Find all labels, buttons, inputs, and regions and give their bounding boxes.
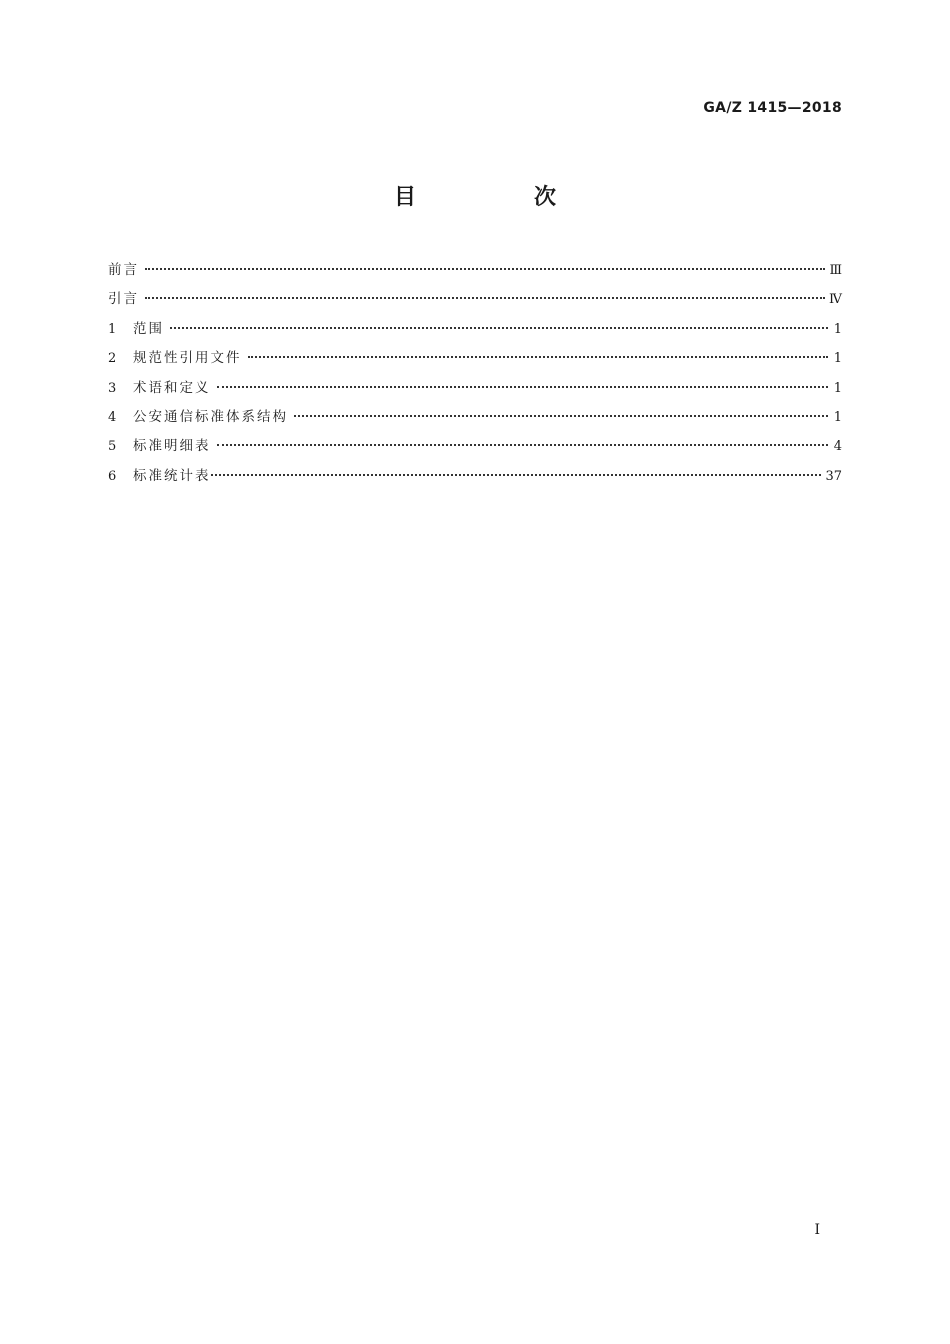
toc-entry-statistics-table[interactable] [108, 464, 842, 493]
toc-dot-leader [294, 401, 828, 417]
toc-dot-leader [170, 313, 828, 329]
toc-dot-leader [217, 372, 829, 388]
toc-entry-page: 1 [833, 321, 842, 337]
toc-entry-number: 2 [108, 351, 117, 367]
toc-entry-title: 公安通信标准体系结构 [133, 408, 288, 425]
table-of-contents [108, 258, 842, 493]
page-title: 目 次 [393, 185, 604, 210]
toc-entry-title: 范围 [133, 320, 164, 337]
toc-entry-page: Ⅳ [829, 292, 842, 308]
page-number: I [814, 1222, 820, 1238]
toc-entry-title: 规范性引用文件 [133, 350, 242, 367]
toc-dot-leader [211, 460, 822, 476]
toc-entry-title: 引言 [108, 291, 139, 308]
toc-entry-number: 1 [108, 321, 117, 337]
toc-entry-page: 37 [825, 468, 842, 484]
toc-entry-number: 4 [108, 409, 117, 425]
toc-entry-number: 5 [108, 439, 117, 455]
toc-dot-leader [145, 283, 825, 299]
toc-entry-number: 3 [108, 380, 117, 396]
toc-entry-title: 前言 [108, 262, 139, 278]
toc-dot-leader [248, 342, 829, 358]
toc-entry-page: 1 [833, 351, 842, 367]
toc-dot-leader [145, 254, 825, 270]
toc-entry-page: 1 [833, 409, 842, 425]
toc-entry-page: 1 [833, 380, 842, 396]
toc-entry-page: Ⅲ [829, 263, 842, 278]
toc-entry-title: 术语和定义 [133, 379, 211, 396]
toc-entry-number: 6 [108, 468, 117, 484]
toc-dot-leader [217, 430, 829, 446]
standard-code: GA/Z 1415—2018 [703, 100, 842, 116]
toc-entry-title: 标准明细表 [133, 438, 211, 455]
toc-entry-page: 4 [833, 439, 842, 455]
toc-entry-title: 标准统计表 [133, 467, 211, 484]
